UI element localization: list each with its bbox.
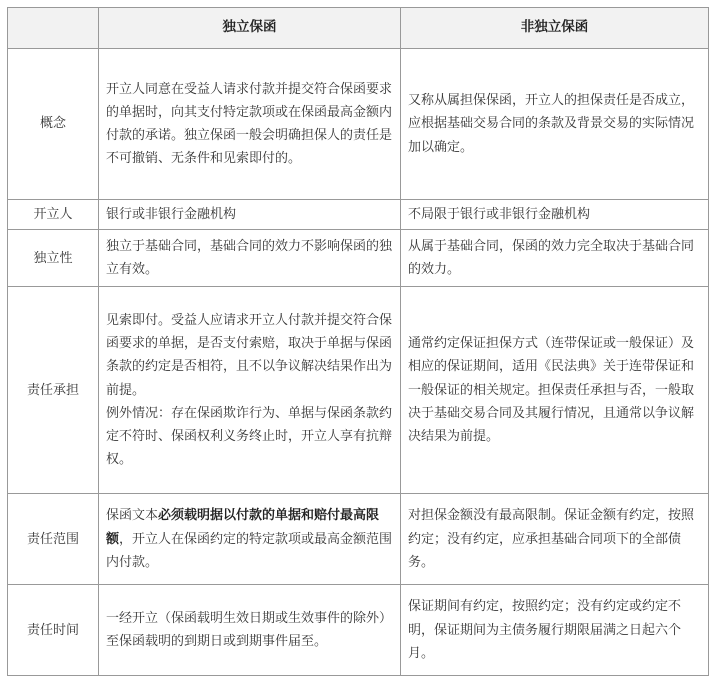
bold-text: 必须载明据以付款的单据和赔付最高限额 xyxy=(106,508,380,547)
row-label: 开立人 xyxy=(8,200,99,230)
table-row xyxy=(8,49,709,200)
paragraph: 例外情况：存在保函欺诈行为、单据与保函条款约定不符时、保函权利义务终止时，开立人享有抗辩权。 xyxy=(106,405,393,468)
row-label: 责任时间 xyxy=(8,585,99,676)
table-row xyxy=(8,230,709,287)
paragraph: 见索即付。受益人应请求开立人付款并提交符合保函要求的单据，是否支付索赔，取决于单据与保函条款的约定是否相符，且不以争议解决结果作出为前提。 xyxy=(106,312,393,398)
row-label: 责任范围 xyxy=(8,494,99,585)
cell-independent: 一经开立（保函载明生效日期或生效事件的除外）至保函载明的到期日或到期事件届至。 xyxy=(99,585,401,676)
text-run: ，开立人在保函约定的特定款项或最高金额范围内付款。 xyxy=(106,531,393,570)
table-row xyxy=(8,494,709,585)
cell-independent xyxy=(99,494,401,585)
cell-dependent: 对担保金额没有最高限制。保证金额有约定，按照约定；没有约定，应承担基础合同项下的全部债务。 xyxy=(401,494,709,585)
cell-dependent: 从属于基础合同，保函的效力完全取决于基础合同的效力。 xyxy=(401,230,709,287)
cell-independent: 开立人同意在受益人请求付款并提交符合保函要求的单据时，向其支付特定款项或在保函最高金额内付款的承诺。独立保函一般会明确担保人的责任是不可撤销、无条件和见索即付的。 xyxy=(99,49,401,200)
cell-dependent: 不局限于银行或非银行金融机构 xyxy=(401,200,709,230)
comparison-table xyxy=(7,7,709,676)
row-label: 独立性 xyxy=(8,230,99,287)
header-dependent: 非独立保函 xyxy=(401,8,709,49)
cell-independent xyxy=(99,287,401,494)
cell-dependent: 通常约定保证担保方式（连带保证或一般保证）及相应的保证期间，适用《民法典》关于连带保证和一般保证的相关规定。担保责任承担与否，一般取决于基础交易合同及其履行情况，且通常以争议解决结果为前提。 xyxy=(401,287,709,494)
cell-dependent: 保证期间有约定，按照约定；没有约定或约定不明，保证期间为主债务履行期限届满之日起六个月。 xyxy=(401,585,709,676)
table-row xyxy=(8,200,709,230)
header-corner xyxy=(8,8,99,49)
cell-independent: 银行或非银行金融机构 xyxy=(99,200,401,230)
header-independent: 独立保函 xyxy=(99,8,401,49)
table-row xyxy=(8,585,709,676)
row-label: 责任承担 xyxy=(8,287,99,494)
cell-independent: 独立于基础合同，基础合同的效力不影响保函的独立有效。 xyxy=(99,230,401,287)
header-row xyxy=(8,8,709,49)
row-label: 概念 xyxy=(8,49,99,200)
cell-dependent: 又称从属担保保函，开立人的担保责任是否成立，应根据基础交易合同的条款及背景交易的实际情况加以确定。 xyxy=(401,49,709,200)
text-run: 保函文本 xyxy=(106,508,159,524)
comparison-table-wrapper xyxy=(7,7,709,676)
table-row xyxy=(8,287,709,494)
